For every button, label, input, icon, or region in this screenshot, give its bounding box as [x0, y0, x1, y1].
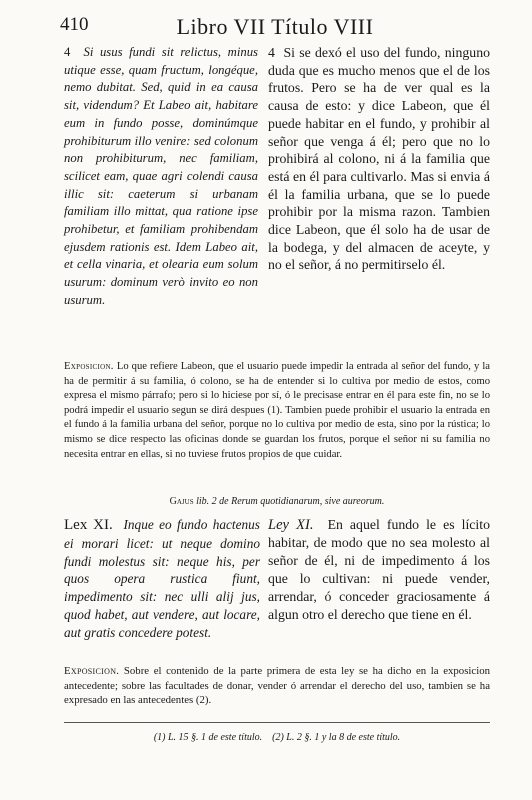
section-4-spanish-text: Si se dexó el uso del fundo, ninguno duda que es mucho menos que el de los frutos. Pero se ha de ver qual es la causa de esto: y dice Labeon, que él puede habitar en el fundo, y prohibir al señor que venga á él; pero que no lo prohibirá al colono, ni á la familia que está en él para cultivarlo. Mas si envia á él la familia urbana, que se lo puede prohibir por la misma razon. Tambien dice Labeon, que él solo ha de usar de la bodega, y del almacen de aceyte, y no el señor, á no permitirselo él. — [268, 45, 490, 273]
commentary-2-text: Sobre el contenido de la parte primera de esta ley se ha dicho en la exposicion antecedente; sobre las facultades de donar, vender ó arrendar el derecho del uso, tambien se ha expresado en las antecedentes (2). — [64, 665, 490, 707]
lex-11-latin-paragraph — [64, 516, 260, 642]
footnote-divider — [64, 722, 490, 723]
running-title: Libro VII Título VIII — [176, 14, 374, 39]
commentary-block-2 — [64, 664, 490, 708]
source-author: Gajus — [169, 496, 194, 507]
section-4-latin-number: 4 — [64, 45, 71, 59]
lex-11-latin-heading: Lex XI. — [64, 517, 113, 533]
section-4-latin-column — [64, 44, 258, 310]
lex-11-spanish-heading: Ley XI. — [268, 517, 314, 533]
commentary-1-text: Lo que refiere Labeon, que el usuario puede impedir la entrada al señor del fundo, y la ha de permitir á su familia, ó colono, se ha de entender si lo cultiva por medio de estos, como expresa el mismo párrafo; pero si lo hiciese por sí, ó le precisase entrar en él para este fin, no se lo podrá impedir el usuario segun se dirá despues (1). Tambien puede prohibir el usuario la entrada en el fundo á la familia urbana del señor, porque no lo cultiva por medio de esta, sino por la rústica; lo mismo se dice respecto las oficinas donde se guardan los frutos, porque el señor ni su familia no necesita entrar en ellas, si no tuviese frutos propios de que cuidar. — [64, 361, 491, 460]
section-4-spanish-paragraph — [268, 44, 490, 274]
lex-11-latin-column — [64, 516, 260, 642]
commentary-block-1 — [64, 360, 490, 462]
page-number: 410 — [60, 14, 89, 35]
commentary-1-label: Exposicion. — [64, 361, 114, 372]
section-4-spanish-column — [268, 44, 490, 274]
commentary-2-label: Exposicion. — [64, 665, 120, 677]
page-header — [60, 14, 490, 42]
lex-11-spanish-column — [268, 516, 490, 624]
source-work: lib. 2 de Rerum quotidianarum, sive aureorum. — [196, 496, 385, 507]
lex-11-latin-text: Inque eo fundo hactenus ei morari licet: ut neque domino fundi molestus sit: neque his, per quos opera rustica fiunt, impedimento sit: nec ulli alij jus, quod habet, aut vendere, aut locare, aut gratis concedere potest. — [64, 517, 260, 640]
section-4-latin-paragraph — [64, 44, 258, 310]
section-4-spanish-number: 4 — [268, 45, 275, 60]
lex-11-spanish-text: En aquel fundo le es lícito habitar, de modo que no sea molesto al señor de él, ni de impedimento á los que lo cultivan: ni puede vender, arrendar, ó conceder graciosamente á algun otro el derecho que tiene en él. — [268, 517, 490, 622]
section-4-latin-text: Si usus fundi sit relictus, minus utique esse, quam fructum, longéque, nemo dubitat. Sed, quid in ea causa sit, videndum? Et Labeo ait, habitare eum in fundo posse, dominúmque prohibiturum illo venire: sed colonum non prohibiturum, nec familiam, scilicet eam, quae agri colendi causa illic sit: caeterum si urbanam familiam illo mittat, qua ratione ipse prohibetur, et familiam prohibendam ejusdem rationis est. Idem Labeo ait, et cella vinaria, et olearia eum solum usurum: dominum verò invito eo non usurum. — [64, 45, 258, 307]
lex-11-spanish-paragraph — [268, 516, 490, 624]
source-citation — [64, 496, 490, 507]
footnote-2: (2) L. 2 §. 1 y la 8 de este título. — [272, 732, 401, 743]
footnote-1: (1) L. 15 §. 1 de este título. — [153, 732, 263, 743]
footnotes — [64, 732, 490, 743]
